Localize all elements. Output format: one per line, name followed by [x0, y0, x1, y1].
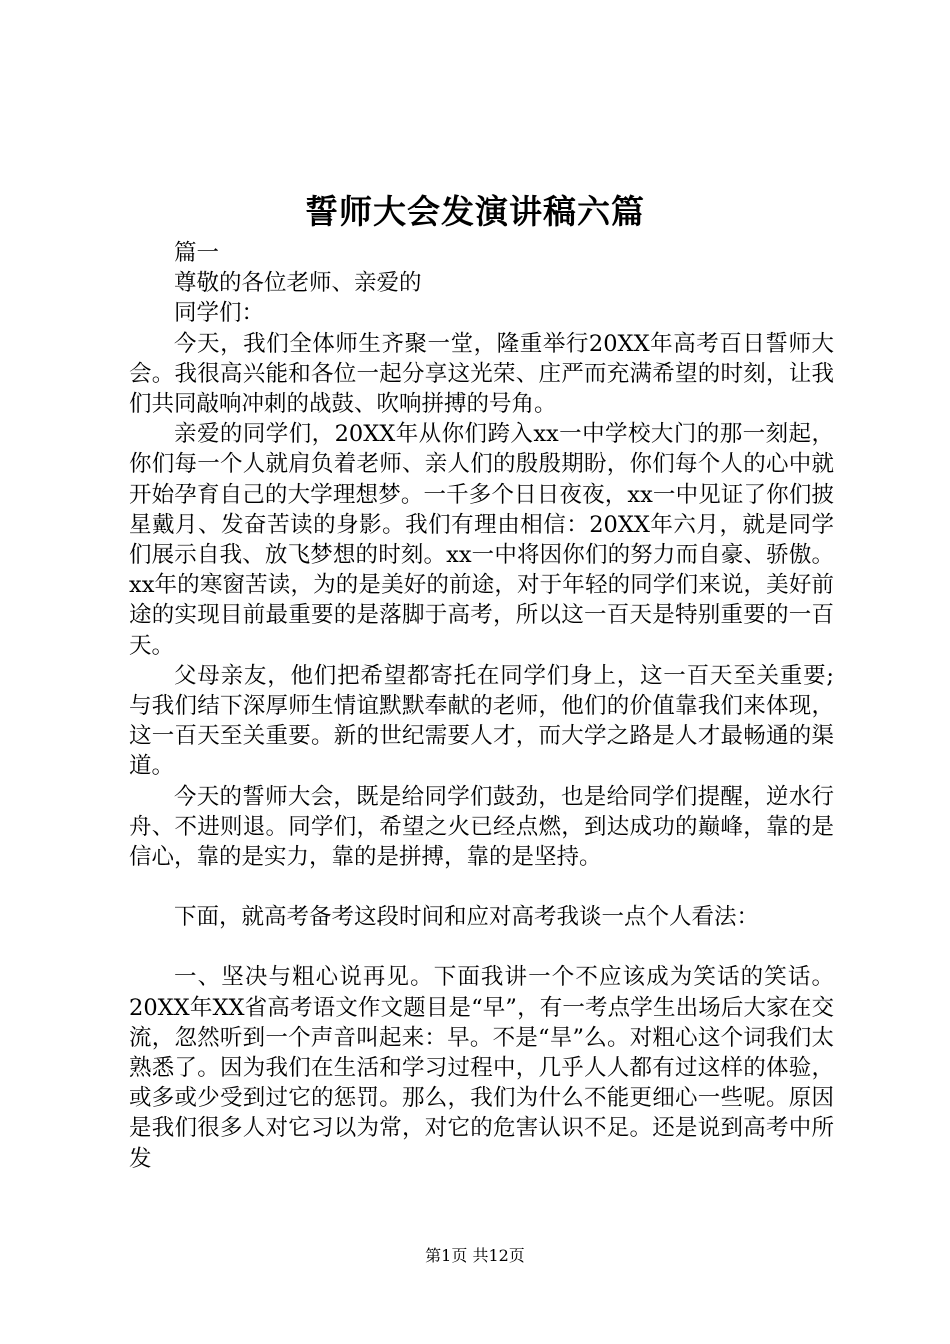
paragraph: 今天，我们全体师生齐聚一堂，隆重举行20XX年高考百日誓师大会。我很高兴能和各位一起分享这光荣、庄严而充满希望的时刻，让我们共同敲响冲刺的战鼓、吹响拼搏的号角。 — [129, 330, 834, 418]
salutation-line: 同学们： — [174, 300, 265, 327]
paragraph: 下面，就高考备考这段时间和应对高考我谈一点个人看法： — [174, 904, 760, 931]
section-heading: 篇一 — [174, 240, 220, 266]
salutation-line: 尊敬的各位老师、亲爱的 — [174, 270, 422, 297]
paragraph: 亲爱的同学们，20XX年从你们跨入xx一中学校大门的那一刻起，你们每一个人就肩负着老师、亲人们的殷殷期盼，你们每个人的心中就开始孕育自己的大学理想梦。一千多个日日夜夜，xx一中见证了你们披星戴月、发奋苦读的身影。我们有理由相信：20XX年六月，就是同学们展示自我、放飞梦想的时刻。xx一中将因你们的努力而自豪、骄傲。xx年的寒窗苦读，为的是美好的前途，对于年轻的同学们来说，美好前途的实现目前最重要的是落脚于高考，所以这一百天是特别重要的一百天。 — [129, 421, 834, 659]
paragraph-spacer — [129, 932, 834, 962]
page-number: 第1页 共12页 — [425, 1246, 525, 1265]
paragraph: 今天的誓师大会，既是给同学们鼓劲，也是给同学们提醒，逆水行舟、不进则退。同学们，希望之火已经点燃，到达成功的巅峰，靠的是信心，靠的是实力，靠的是拼搏，靠的是坚持。 — [129, 783, 834, 871]
page-title: 誓师大会发演讲稿六篇 — [305, 192, 645, 231]
paragraph-spacer — [129, 872, 834, 902]
document-body — [129, 238, 834, 1174]
paragraph: 父母亲友，他们把希望都寄托在同学们身上，这一百天至关重要;与我们结下深厚师生情谊默默奉献的老师，他们的价值靠我们来体现，这一百天至关重要。新的世纪需要人才，而大学之路是人才最畅通的渠道。 — [129, 662, 834, 780]
paragraph: 一、坚决与粗心说再见。下面我讲一个不应该成为笑话的笑话。20XX年XX省高考语文作文题目是“早”，有一考点学生出场后大家在交流，忽然听到一个声音叫起来：早。不是“旱”么。对粗心这个词我们太熟悉了。因为我们在生活和学习过程中，几乎人人都有过这样的体验，或多或少受到过它的惩罚。那么，我们为什么不能更细心一些呢。原因是我们很多人对它习以为常，对它的危害认识不足。还是说到高考中所发 — [129, 964, 834, 1172]
